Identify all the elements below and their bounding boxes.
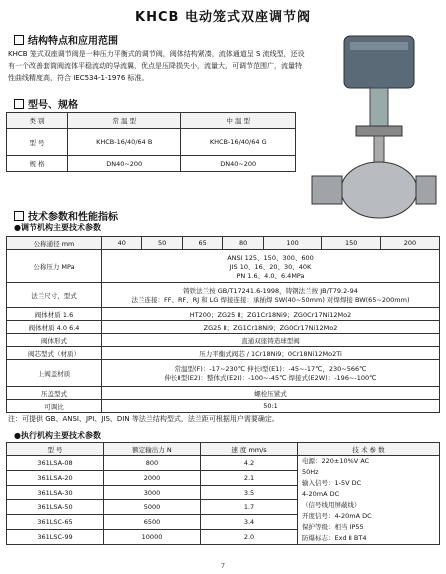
table-row: 法兰尺寸、型式 铸铁法兰按 GB/T17241.6-1998，铸钢法兰按 JB/T79.2-94 法兰连接：FF、RF、RJ 和 LG 焊接连接：承插焊 SW(40~50mm) 对焊焊接 BW(65~200mm) [7, 283, 440, 308]
square-icon [14, 211, 24, 221]
table-row: 361LSC-99 10000 2.0 [7, 530, 440, 545]
table-row: 压盖型式 螺栓压紧式 [7, 387, 440, 400]
table-row: 型 号 KHCB-16/40/64 B KHCB-16/40/64 G [7, 129, 296, 156]
page-title: KHCB 电动笼式双座调节阀 [135, 10, 311, 25]
regulating-subheading: ●调节机构主要技术参数 [14, 223, 101, 232]
table-row: 规 格 DN40~200 DN40~200 [7, 156, 296, 172]
tech-heading: 技术参数和性能指标 [14, 208, 118, 223]
model-header-category: 类 别 [7, 113, 68, 129]
table-row: 361LSA-30 3000 3.5 [7, 485, 440, 500]
model-table [6, 112, 296, 172]
table-row: 361LSA-20 2000 2.1 [7, 470, 440, 485]
table-row: 阀体材质 1.6 HT200；ZG25 Ⅱ；ZG1Cr18Ni9；ZG0Cr17Ni12Mo2 [7, 308, 440, 321]
page-number: 7 [220, 562, 226, 570]
features-heading: 结构特点和应用范围 [14, 32, 118, 47]
intro-paragraph: KHCB 笼式双座调节阀是一种压力平衡式的调节阀，阀体结构紧凑，流体通道呈 S 流线型，还设有一个改善套筒阀流体平稳流动的导流翼，优点是压降损失小，流量大，可调节范围广，流量特性曲线精度高，符合 IEC534-1-1976 标准。 [8, 50, 305, 82]
valve-photo [310, 30, 438, 238]
table-row: 阀体材质 4.0 6.4 ZG25 Ⅱ；ZG1Cr18Ni9；ZG0Cr17Ni12Mo2 [7, 321, 440, 334]
model-header-normal: 常 温 型 [68, 113, 181, 129]
table-row: 公称压力 MPa ANSI 125、150、300、600 JIS 10、16、20、30、40K PN 1.6、4.0、6.4MPa [7, 250, 440, 283]
table-row: 361LSA-50 5000 1.7 [7, 500, 440, 515]
table-row: 上阀盖材质 常温型(F)：-17~230℃ 伸长Ⅰ型(E1)：-45~-17℃，230~566℃ 伸长Ⅱ型(E2)：整体式(E2Ⅰ)：-100~-45℃ 焊接式(E2W)：-196~-100℃ [7, 360, 440, 387]
square-icon [14, 99, 24, 109]
actuator-spec: 电源：220±10%V AC 50Hz 输入信号：1-5V DC 4-20mA DC （信号线用屏蔽线） 开度信号：4-20mA DC 保护等级：相当 IP55 防爆标志：Exd Ⅱ BT4 [298, 456, 440, 545]
actuator-subheading: ●执行机构主要技术参数 [14, 431, 101, 440]
table-row: 361LSC-65 6500 3.4 [7, 515, 440, 530]
flange-note: 注：可提供 GB、ANSI、JPI、JIS、DIN 等法兰结构型式，法兰距可根据用户需要确定。 [8, 415, 279, 423]
table-row: 阀体形式 直通双座铸造球型阀 [7, 334, 440, 347]
table-row: 阀芯型式（材质） 压力平衡式阀芯 / 1Cr18Ni9；0Cr18Ni12Mo2Ti [7, 347, 440, 360]
actuator-table: 型 号 额定输出力 N 速 度 mm/s 技 术 参 数 361LSA-08 800 4.2 电源：220±10%V AC 50Hz 输入信号：1-5V DC 4-20mA DC （信号线用屏蔽线） 开度信号：4-20mA DC 保护等级：相当 IP55 防爆标志：Exd Ⅱ BT4 361LSA-20 2000 2.1 361LSA-30 3000 3.5 361LSA-50 5000 1.7 361LSC-65 6500 3.4 361LSC-99 10000 2.0 [6, 442, 440, 545]
square-icon [14, 35, 24, 45]
table-row: 361LSA-08 800 4.2 电源：220±10%V AC 50Hz 输入信号：1-5V DC 4-20mA DC （信号线用屏蔽线） 开度信号：4-20mA DC 保护等级：相当 IP55 防爆标志：Exd Ⅱ BT4 [7, 456, 440, 471]
regulating-table: 公称通径 mm 40 50 65 80 100 150 200 公称压力 MPa ANSI 125、150、300、600 JIS 10、16、20、30、40K PN 1.6、4.0、6.4MPa 法兰尺寸、型式 铸铁法兰按 GB/T17241.6-1998，铸钢法兰按 JB/T79.2-94 法兰连接：FF、RF、RJ 和 LG 焊接连接：承插焊 SW(40~50mm) 对焊焊接 BW(65~200mm) 阀体材质 1.6 HT200；ZG25 Ⅱ；ZG1Cr18Ni9；ZG0Cr17Ni12Mo2 阀体材质 4.0 6.4 ZG25 Ⅱ；ZG1Cr18Ni9；ZG0Cr17Ni12Mo2 阀体形式 直通双座铸造球型阀 阀芯型式（材质） 压力平衡式阀芯 / 1Cr18Ni9；0Cr18Ni12Mo2Ti 上阀盖材质 常温型(F)：-17~230℃ 伸长Ⅰ型(E1)：-45~-17℃，230~566℃ 伸长Ⅱ型(E2)：整体式(E2Ⅰ)：-100~-45℃ 焊接式(E2W)：-196~-100℃ 压盖型式 螺栓压紧式 可调比 50:1 [6, 236, 440, 413]
model-heading: 型号、规格 [14, 96, 78, 111]
table-row: 可调比 50:1 [7, 400, 440, 413]
model-header-medium: 中 温 型 [181, 113, 296, 129]
